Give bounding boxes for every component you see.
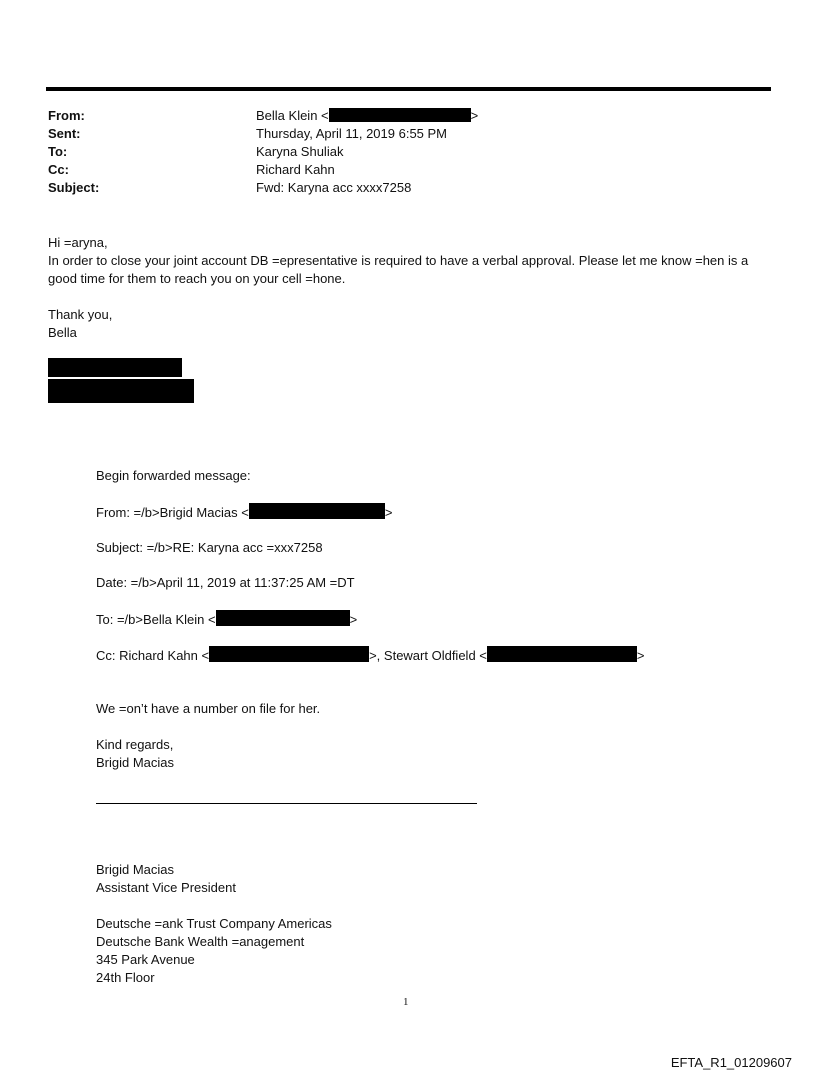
signature-address1: 345 Park Avenue bbox=[96, 952, 195, 967]
sender-signoff: Bella bbox=[48, 325, 77, 340]
email-header bbox=[48, 107, 478, 197]
sent-row bbox=[48, 125, 478, 143]
signature-company: Deutsche =ank Trust Company Americas bbox=[96, 916, 332, 931]
body-paragraph: In order to close your joint account DB =epresentative is required to have a verbal approval. Please let me know =hen is a good time for them to reach you on your cell =hone. bbox=[48, 253, 749, 286]
to-value: Karyna Shuliak bbox=[256, 144, 344, 159]
sent-value: Thursday, April 11, 2019 6:55 PM bbox=[256, 126, 448, 141]
redaction-box bbox=[48, 379, 194, 403]
signature-address2: 24th Floor bbox=[96, 970, 155, 985]
subject-value: Fwd: Karyna acc xxxx7258 bbox=[256, 180, 412, 195]
email-body bbox=[48, 234, 773, 288]
forward-cc-close: > bbox=[636, 648, 645, 663]
from-label: From: bbox=[48, 108, 85, 123]
from-close: > bbox=[470, 108, 479, 123]
signature-block bbox=[96, 861, 332, 987]
page-number: 1 bbox=[403, 996, 409, 1008]
redaction-box bbox=[487, 646, 637, 662]
forward-from-text: From: =/b>Brigid Macias < bbox=[96, 505, 249, 520]
redaction-box bbox=[329, 108, 471, 122]
from-row bbox=[48, 107, 478, 125]
forward-to-close: > bbox=[349, 612, 358, 627]
subject-row bbox=[48, 179, 478, 197]
document-id: EFTA_R1_01209607 bbox=[670, 1055, 792, 1070]
closing bbox=[48, 306, 112, 342]
cc-row bbox=[48, 161, 478, 179]
signature-divider bbox=[96, 803, 477, 804]
regards-text: Kind regards, bbox=[96, 737, 174, 752]
redaction-box bbox=[209, 646, 369, 662]
forward-to bbox=[96, 610, 357, 629]
forward-to-text: To: =/b>Bella Klein < bbox=[96, 612, 216, 627]
cc-label: Cc: bbox=[48, 162, 69, 177]
forward-cc-mid: >, Stewart Oldfield < bbox=[369, 648, 487, 663]
to-row bbox=[48, 143, 478, 161]
forward-subject: Subject: =/b>RE: Karyna acc =xxx7258 bbox=[96, 540, 323, 555]
signature-spacer bbox=[96, 897, 332, 915]
forward-from-close: > bbox=[384, 505, 393, 520]
from-name: Bella Klein < bbox=[256, 108, 329, 123]
forward-cc-text: Cc: Richard Kahn < bbox=[96, 648, 210, 663]
sent-label: Sent: bbox=[48, 126, 81, 141]
cc-value: Richard Kahn bbox=[256, 162, 335, 177]
thanks-text: Thank you, bbox=[48, 307, 113, 322]
forward-message: We =on’t have a number on file for her. bbox=[96, 701, 321, 716]
signature-name: Brigid Macias bbox=[96, 862, 175, 877]
redaction-box bbox=[216, 610, 350, 626]
signature-division: Deutsche Bank Wealth =anagement bbox=[96, 934, 305, 949]
regards-name: Brigid Macias bbox=[96, 755, 175, 770]
subject-label: Subject: bbox=[48, 180, 100, 195]
forward-from bbox=[96, 503, 392, 522]
forward-date: Date: =/b>April 11, 2019 at 11:37:25 AM =DT bbox=[96, 575, 355, 590]
header-rule bbox=[46, 87, 771, 91]
forward-intro: Begin forwarded message: bbox=[96, 468, 251, 483]
redaction-box bbox=[249, 503, 385, 519]
redaction-box bbox=[48, 358, 182, 377]
greeting: Hi =aryna, bbox=[48, 235, 108, 250]
signature-title: Assistant Vice President bbox=[96, 880, 236, 895]
to-label: To: bbox=[48, 144, 68, 159]
from-value bbox=[256, 107, 478, 125]
forward-closing bbox=[96, 736, 174, 772]
forward-cc bbox=[96, 646, 644, 665]
